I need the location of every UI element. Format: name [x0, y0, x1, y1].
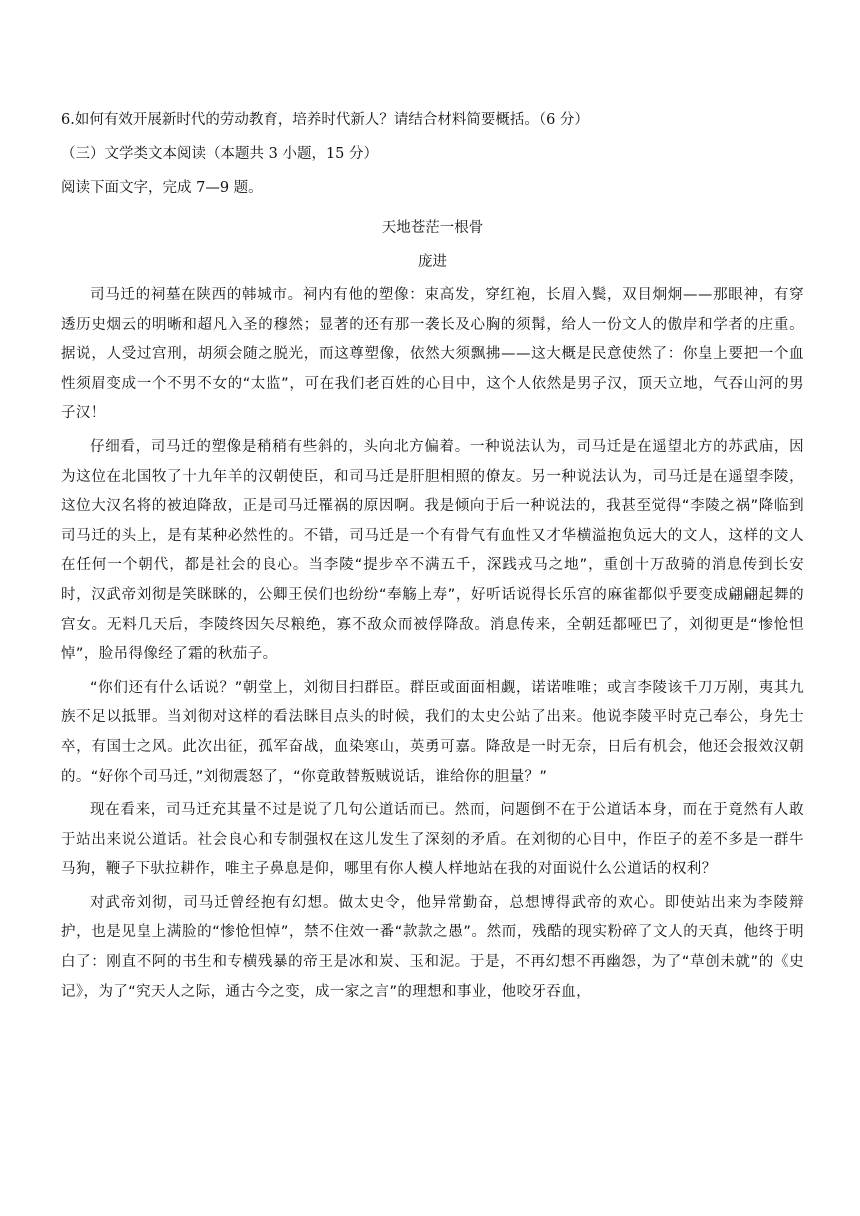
article-author: 庞进: [418, 254, 447, 270]
section-heading: （三）文学类文本阅读（本题共 3 小题，15 分）: [61, 146, 379, 162]
question-6: 6.如何有效开展新时代的劳动教育，培养时代新人？请结合材料简要概括。（6 分）: [61, 112, 589, 128]
article-paragraph-1: 司马迁的祠墓在陕西的韩城市。祠内有他的塑像：束高发，穿红袍，长眉入鬓，双目炯炯——那眼神，有穿透历史烟云的明晰和超凡入圣的穆然；显著的还有那一袭长及心胸的须髯，给人一份文人的傲岸和学者的庄重。据说，人受过宫刑，胡须会随之脱光，而这尊塑像，依然大须飘拂——这大概是民意使然了：你皇上要把一个血性须眉变成一个不男不女的“太监”，可在我们老百姓的心目中，这个人依然是男子汉，顶天立地，气吞山河的男子汉！: [61, 287, 804, 422]
reading-instruction: 阅读下面文字，完成 7—9 题。: [61, 180, 263, 196]
article-paragraph-5: 对武帝刘彻，司马迁曾经抱有幻想。做太史令，他异常勤奋，总想博得武帝的欢心。即使站出来为李陵辩护，也是见皇上满脸的“惨怆怛悼”，禁不住效一番“款款之愚”。然而，残酷的现实粉碎了文人的天真，他终于明白了：刚直不阿的书生和专横残暴的帝王是冰和炭、玉和泥。于是，不再幻想不再幽怨，为了“草创未就”的《史记》，为了“究天人之际，通古今之变，成一家之言”的理想和事业，他咬牙吞血，: [61, 894, 804, 1000]
article-paragraph-3: “你们还有什么话说？”朝堂上，刘彻目扫群臣。群臣或面面相觑，诺诺唯唯；或言李陵该千刀万剐，夷其九族不足以抵罪。当刘彻对这样的看法眯目点头的时候，我们的太史公站了出来。他说李陵平时克己奉公，身先士卒，有国士之风。此次出征，孤军奋战，血染寒山，英勇可嘉。降敌是一时无奈，日后有机会，他还会报效汉朝的。“好你个司马迁，”刘彻震怒了，“你竟敢替叛贼说话，谁给你的胆量？”: [61, 679, 804, 785]
article-paragraph-2: 仔细看，司马迁的塑像是稍稍有些斜的，头向北方偏着。一种说法认为，司马迁是在遥望北方的苏武庙，因为这位在北国牧了十九年羊的汉朝使臣，和司马迁是肝胆相照的僚友。另一种说法认为，司马迁是在遥望李陵，这位大汉名将的被迫降敌，正是司马迁罹祸的原因啊。我是倾向于后一种说法的，我甚至觉得“李陵之祸”降临到司马迁的头上，是有某种必然性的。不错，司马迁是一个有骨气有血性又才华横溢抱负远大的文人，这样的文人在任何一个朝代，都是社会的良心。当李陵“提步卒不满五千，深践戎马之地”，重创十万敌骑的消息传到长安时，汉武帝刘彻是笑眯眯的，公卿王侯们也纷纷“奉觞上寿”，好听话说得长乐宫的麻雀都似乎要变成翩翩起舞的宫女。无料几天后，李陵终因矢尽粮绝，寡不敌众而被俘降敌。消息传来，全朝廷都哑巴了，刘彻更是“惨怆怛悼”，脸吊得像经了霜的秋茄子。: [61, 438, 804, 663]
article-title: 天地苍茫一根骨: [381, 220, 484, 236]
article-paragraph-4: 现在看来，司马迁充其量不过是说了几句公道话而已。然而，问题倒不在于公道话本身，而在于竟然有人敢于站出来说公道话。社会良心和专制强权在这儿发生了深刻的矛盾。在刘彻的心目中，作臣子的差不多是一群牛马狗，鞭子下驮拉耕作，唯主子鼻息是仰，哪里有你人模人样地站在我的对面说什么公道话的权利？: [61, 802, 804, 878]
